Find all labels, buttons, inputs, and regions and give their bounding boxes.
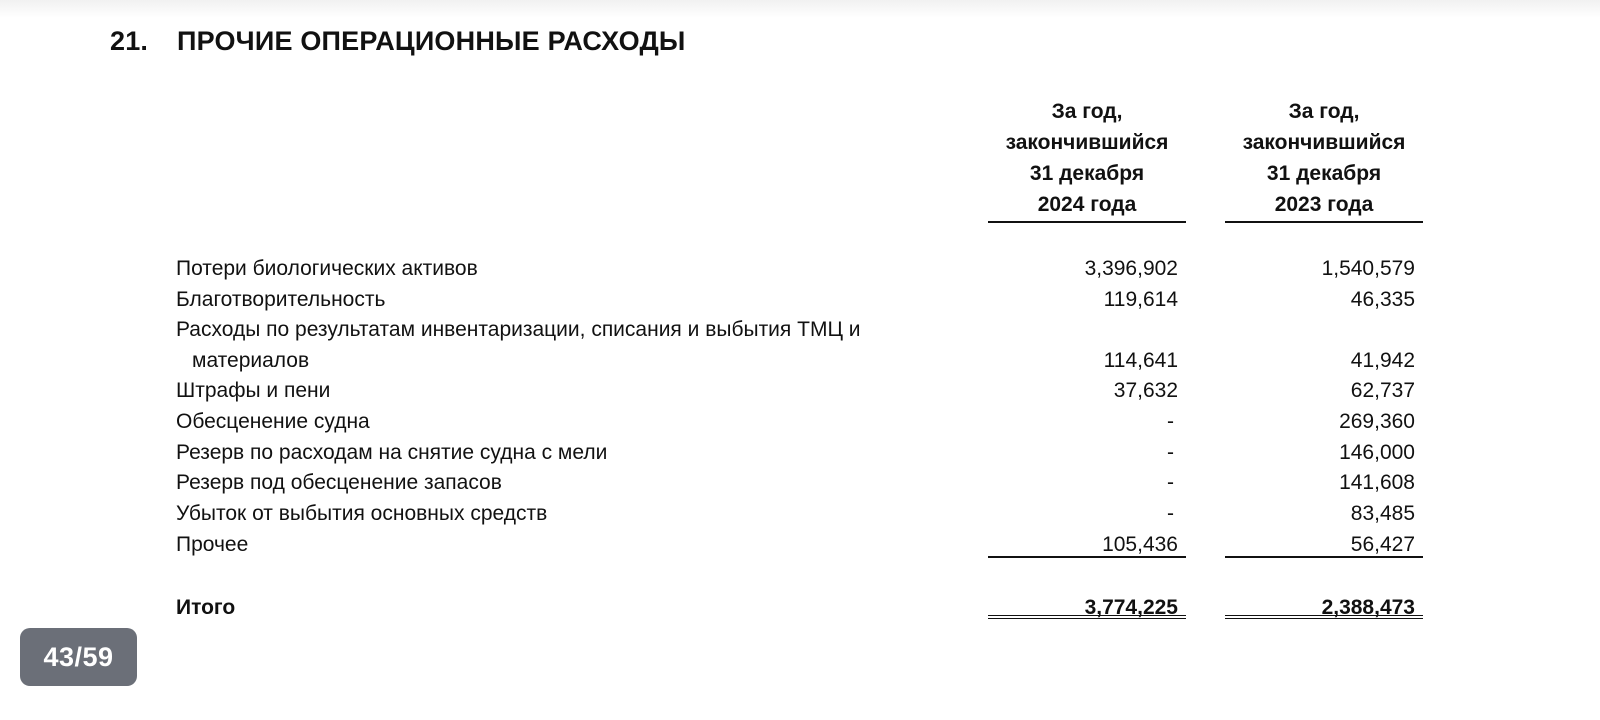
row-label: Благотворительность xyxy=(176,288,386,311)
value-2023: 1,540,579 xyxy=(1321,257,1415,280)
row-label-continuation: материалов xyxy=(192,349,310,372)
row-label: Расходы по результатам инвентаризации, списания и выбытия ТМЦ и xyxy=(176,318,861,341)
table-row xyxy=(0,467,1600,498)
value-2023: 83,485 xyxy=(1350,502,1415,525)
value-2024: 119,614 xyxy=(1103,288,1178,311)
column-header-line: 31 декабря xyxy=(1029,162,1145,185)
total-row xyxy=(0,592,1600,623)
table-row xyxy=(0,406,1600,437)
total-label: Итого xyxy=(176,596,236,619)
total-value-2023: 2,388,473 xyxy=(1225,592,1423,619)
table-row xyxy=(0,314,1600,345)
value-2024: 37,632 xyxy=(1113,379,1178,402)
column-header-line: закончившийся xyxy=(1242,131,1406,154)
row-label: Прочее xyxy=(176,533,249,556)
section-number: 21. xyxy=(110,26,149,56)
table-row xyxy=(0,529,1600,560)
value-2024: - xyxy=(1167,471,1174,494)
table-row xyxy=(0,284,1600,315)
value-2023: 269,360 xyxy=(1339,410,1415,433)
column-header-2024 xyxy=(988,96,1186,223)
section-heading xyxy=(110,26,686,57)
viewer-top-edge xyxy=(0,0,1600,18)
value-2023: 46,335 xyxy=(1350,288,1415,311)
value-2024: 105,436 xyxy=(988,529,1186,558)
value-2024: - xyxy=(1167,410,1174,433)
row-label: Убыток от выбытия основных средств xyxy=(176,502,548,525)
value-2024: - xyxy=(1167,502,1174,525)
table-row xyxy=(0,253,1600,284)
value-2023: 146,000 xyxy=(1339,441,1415,464)
value-2024: 3,396,902 xyxy=(1084,257,1178,280)
table-row xyxy=(0,375,1600,406)
column-header-line: 31 декабря xyxy=(1266,162,1382,185)
column-header-line: закончившийся xyxy=(1005,131,1169,154)
column-header-line: 2023 года xyxy=(1274,193,1374,216)
row-label: Потери биологических активов xyxy=(176,257,478,280)
value-2024: - xyxy=(1167,441,1174,464)
table-row-continuation xyxy=(0,345,1600,376)
value-2023: 56,427 xyxy=(1225,529,1423,558)
column-header-2023 xyxy=(1225,96,1423,223)
page-indicator: 43/59 xyxy=(20,628,137,686)
column-header-line: За год, xyxy=(1051,100,1123,123)
row-label: Штрафы и пени xyxy=(176,379,331,402)
table-row xyxy=(0,498,1600,529)
value-2023: 62,737 xyxy=(1350,379,1415,402)
table-row xyxy=(0,437,1600,468)
value-2023: 141,608 xyxy=(1339,471,1415,494)
column-header-line: 2024 года xyxy=(1037,193,1137,216)
row-label: Обесценение судна xyxy=(176,410,370,433)
row-label: Резерв под обесценение запасов xyxy=(176,471,502,494)
value-2024: 114,641 xyxy=(1103,349,1178,372)
column-header-line: За год, xyxy=(1288,100,1360,123)
section-title: ПРОЧИЕ ОПЕРАЦИОННЫЕ РАСХОДЫ xyxy=(177,26,686,56)
row-label: Резерв по расходам на снятие судна с мели xyxy=(176,441,608,464)
total-value-2024: 3,774,225 xyxy=(988,592,1186,619)
value-2023: 41,942 xyxy=(1350,349,1415,372)
